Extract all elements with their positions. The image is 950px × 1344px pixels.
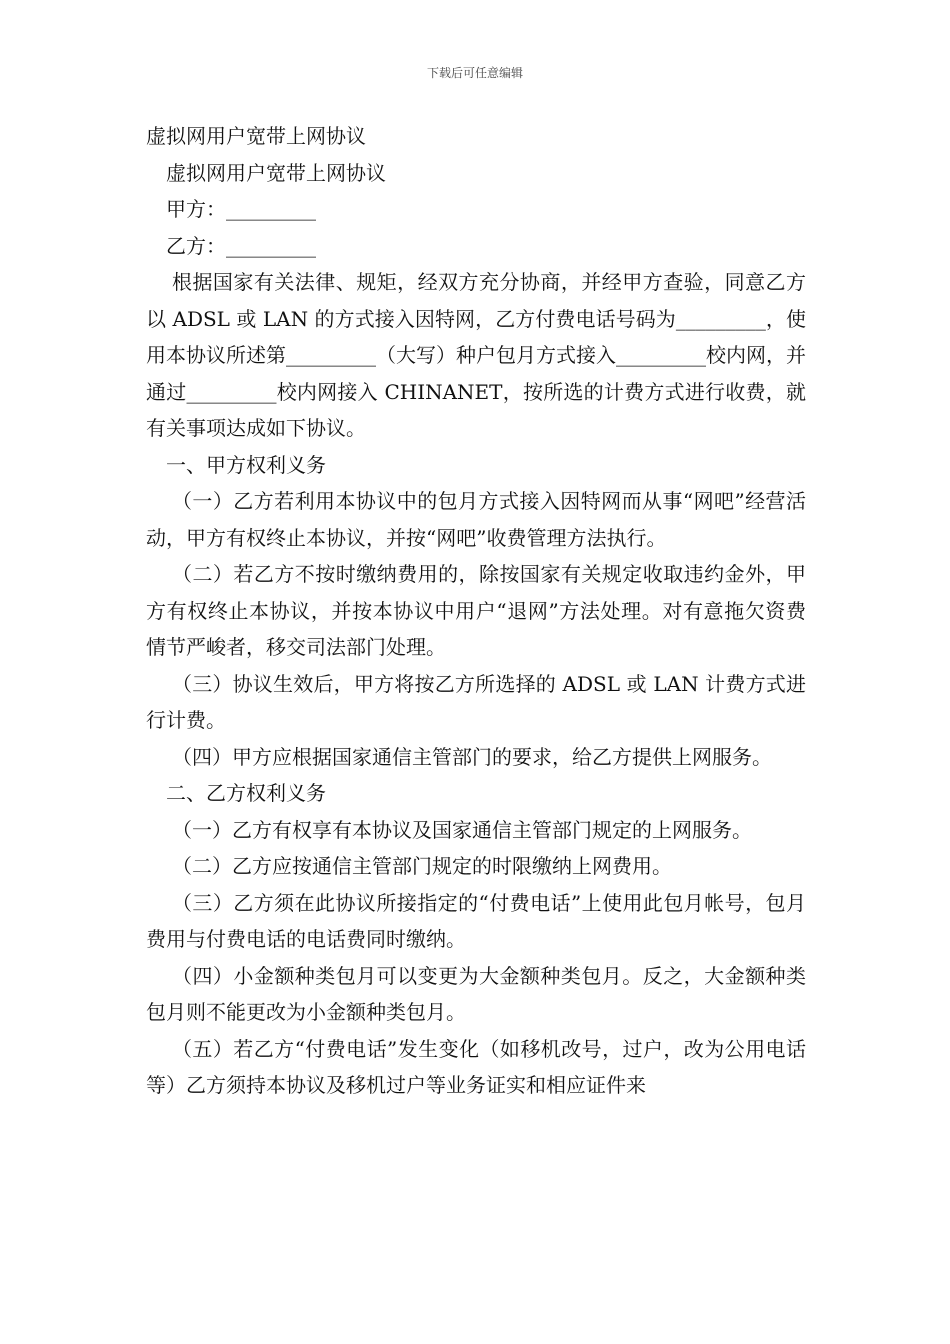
document-body	[146, 118, 806, 1104]
party-a-line: 甲方：_________	[166, 197, 316, 221]
party-b-line: 乙方：_________	[166, 233, 316, 258]
section-2-title: 二、乙方权利义务	[166, 781, 326, 805]
section-1-item: （三）协议生效后，甲方将按乙方所选择的 ADSL 或 LAN 计费方式进行计费。	[146, 671, 806, 732]
section-1-item: （四）甲方应根据国家通信主管部门的要求，给乙方提供上网服务。	[172, 744, 772, 769]
section-1-item: （一）乙方若利用本协议中的包月方式接入因特网而从事“网吧”经营活动，甲方有权终止本协议，并按“网吧”收费管理方法执行。	[146, 489, 806, 550]
section-2-item: （三）乙方须在此协议所接指定的“付费电话”上使用此包月帐号，包月费用与付费电话的电话费同时缴纳。	[146, 890, 806, 951]
intro-paragraph: 根据国家有关法律、规矩，经双方充分协商，并经甲方查验，同意乙方以 ADSL 或 LAN 的方式接入因特网，乙方付费电话号码为_________，使用本协议所述第_________（大写）种户包月方式接入_________校内网，并通过_________校内网接入 CHINANET，按所选的计费方式进行收费，就有关事项达成如下协议。	[146, 270, 806, 440]
section-2-item: （五）若乙方“付费电话”发生变化（如移机改号，过户，改为公用电话等）乙方须持本协议及移机过户等业务证实和相应证件来	[146, 1036, 806, 1097]
section-1-item: （二）若乙方不按时缴纳费用的，除按国家有关规定收取违约金外，甲方有权终止本协议，并按本协议中用户“退网”方法处理。对有意拖欠资费情节严峻者，移交司法部门处理。	[146, 562, 806, 659]
document-subtitle: 虚拟网用户宽带上网协议	[166, 160, 386, 185]
header-note: 下载后可任意编辑	[426, 66, 523, 80]
section-2-item: （一）乙方有权享有本协议及国家通信主管部门规定的上网服务。	[172, 817, 752, 842]
section-2-item: （二）乙方应按通信主管部门规定的时限缴纳上网费用。	[172, 854, 672, 878]
document-title: 虚拟网用户宽带上网协议	[146, 124, 366, 148]
section-2-item: （四）小金额种类包月可以变更为大金额种类包月。反之，大金额种类包月则不能更改为小金额种类包月。	[146, 963, 806, 1024]
section-1-title: 一、甲方权利义务	[166, 452, 326, 477]
